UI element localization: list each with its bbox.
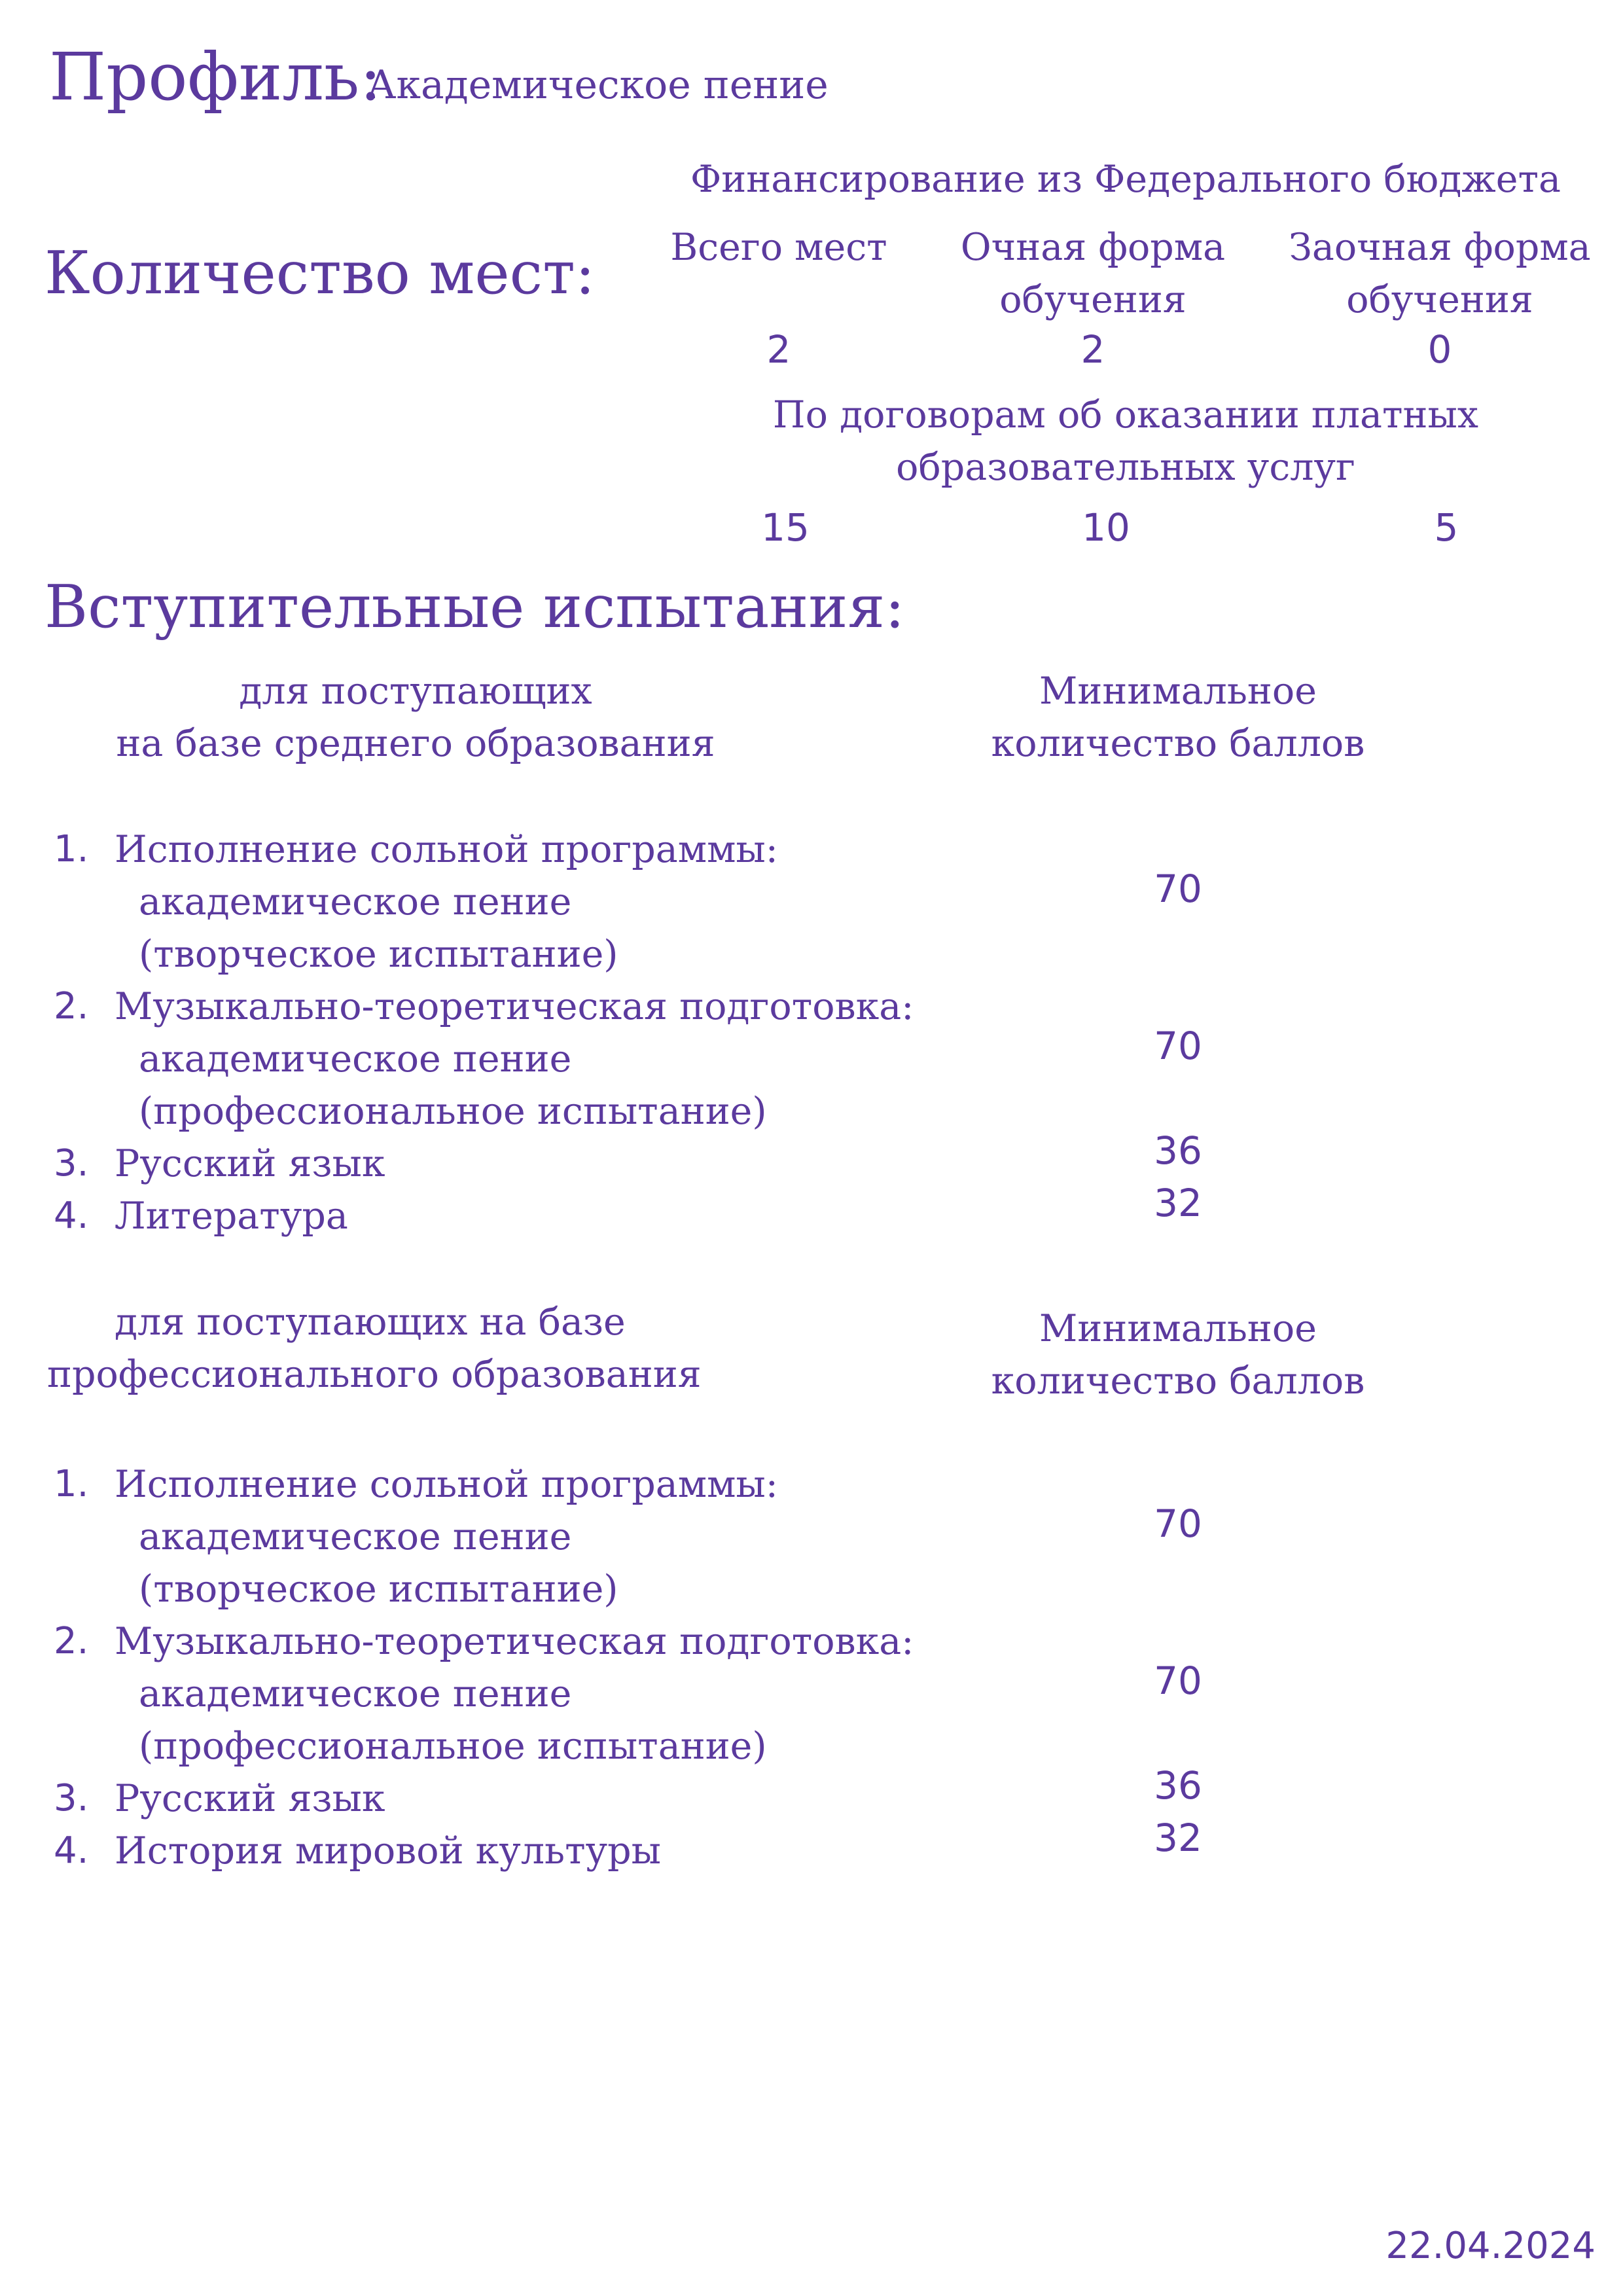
group2-item4-line1: История мировой культуры [115,1829,662,1873]
paid-total-value: 15 [761,505,810,550]
group1-item1-score: 70 [1154,867,1202,911]
group1-item2-line2: академическое пение [139,1037,572,1081]
group2-item1-line3: (творческое испытание) [139,1568,618,1611]
group1-item4-number: 4. [54,1194,89,1237]
group2-title-line1: для поступающих на базе [115,1300,626,1344]
group1-item4-score: 32 [1154,1181,1202,1225]
group1-item3-line1: Русский язык [115,1142,385,1185]
group2-score-header-line2: количество баллов [991,1359,1365,1403]
group1-item3-score: 36 [1154,1128,1202,1173]
paid-services-title: По договорам об оказании платных образовательных услуг [772,393,1479,489]
group2-item2-line3: (профессиональное испытание) [139,1725,767,1768]
group2-item2-score: 70 [1154,1659,1202,1703]
exams-heading: Вступительные испытания: [45,573,905,641]
seats-heading: Количество мест: [45,239,596,308]
group1-title-line2: на базе среднего образования [116,722,715,765]
budget-part-time-value: 0 [1427,327,1452,372]
group1-score-header-line2: количество баллов [991,722,1365,765]
group1-item1-line1: Исполнение сольной программы: [115,828,778,871]
group2-item1-line2: академическое пение [139,1515,572,1558]
group1-item2-line3: (профессиональное испытание) [139,1090,767,1133]
profile-value: Академическое пение [366,62,829,108]
profile-label: Профиль: [49,39,382,115]
budget-full-time-value: 2 [1080,327,1105,372]
group2-title-line2: профессионального образования [47,1353,702,1396]
group1-item1-line3: (творческое испытание) [139,933,618,976]
group2-item3-line1: Русский язык [115,1777,385,1820]
group2-item1-score: 70 [1154,1501,1202,1546]
group1-item3-number: 3. [54,1142,89,1185]
document-date: 22.04.2024 [1385,2225,1596,2267]
group1-item2-line1: Музыкально-теоретическая подготовка: [115,985,914,1028]
paid-part-time-value: 5 [1434,505,1459,550]
column-part-time-header: Заочная форма обучения [1289,226,1591,321]
group2-item3-score: 36 [1154,1763,1202,1808]
budget-total-value: 2 [766,327,791,372]
group1-item1-number: 1. [54,828,89,870]
group1-item4-line1: Литература [115,1194,348,1238]
group1-item2-number: 2. [54,985,89,1028]
budget-funding-title: Финансирование из Федерального бюджета [690,158,1561,201]
column-full-time-header: Очная форма обучения [960,226,1226,321]
paid-full-time-value: 10 [1082,505,1130,550]
group1-score-header-line1: Минимальное [1039,670,1317,713]
group2-score-header-line1: Минимальное [1039,1307,1317,1350]
group2-item1-number: 1. [54,1463,89,1505]
group2-item3-number: 3. [54,1777,89,1820]
column-total-header: Всего мест [670,226,887,269]
group2-item2-number: 2. [54,1620,89,1662]
group2-item4-number: 4. [54,1829,89,1872]
group1-item1-line2: академическое пение [139,880,572,924]
group2-item2-line2: академическое пение [139,1672,572,1715]
group1-item2-score: 70 [1154,1024,1202,1068]
group2-item2-line1: Музыкально-теоретическая подготовка: [115,1620,914,1663]
group2-item1-line1: Исполнение сольной программы: [115,1463,778,1506]
group2-item4-score: 32 [1154,1816,1202,1860]
group1-title-line1: для поступающих [239,670,592,713]
